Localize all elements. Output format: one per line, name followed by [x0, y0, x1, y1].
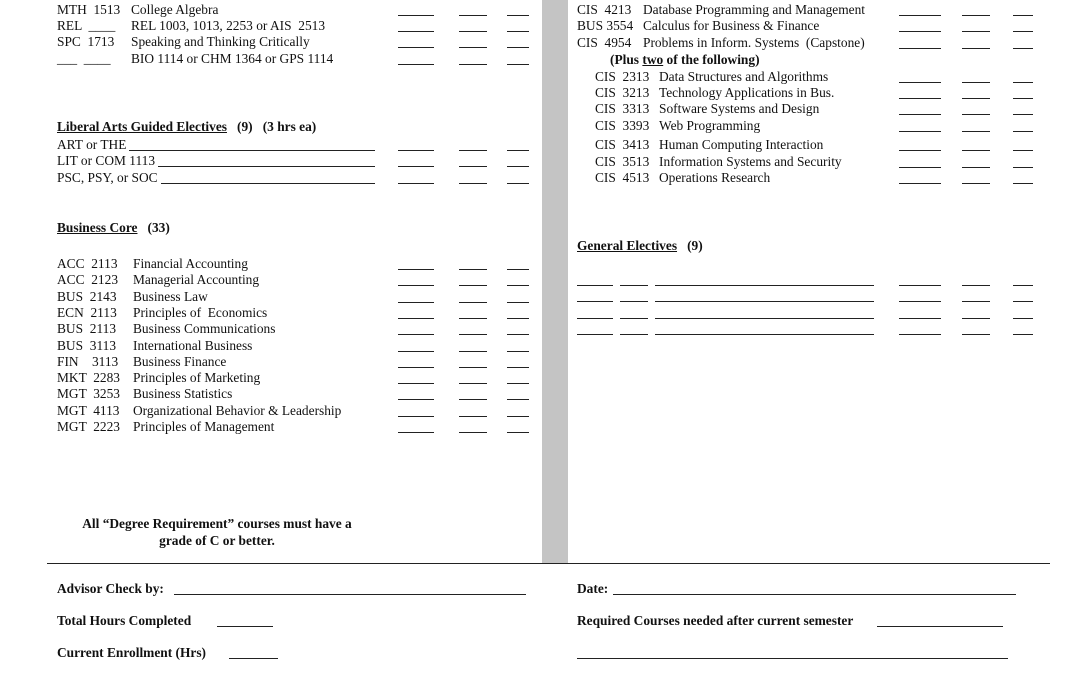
course-title: Calculus for Business & Finance	[643, 18, 820, 33]
course-title: Speaking and Thinking Critically	[131, 34, 310, 49]
date-label: Date:	[577, 581, 609, 596]
course-code: CIS 2313	[595, 69, 650, 84]
general-elective-field[interactable]	[577, 307, 613, 319]
hours-field[interactable]	[507, 307, 529, 319]
grade-note-line2: grade of C or better.	[159, 533, 275, 548]
liberal-arts-hours: (9)	[237, 119, 253, 134]
course-row	[577, 35, 865, 51]
semester-field[interactable]	[398, 405, 434, 417]
hours-field[interactable]	[507, 139, 529, 151]
semester-field[interactable]	[899, 37, 941, 49]
required-courses-label: Required Courses needed after current semester	[577, 613, 854, 628]
hours-field[interactable]	[1013, 290, 1033, 302]
semester-field[interactable]	[398, 258, 434, 270]
semester-field[interactable]	[899, 103, 941, 115]
hours-field[interactable]	[507, 53, 529, 65]
liberal-arts-note: (3 hrs ea)	[262, 119, 317, 134]
grade-field[interactable]	[459, 36, 487, 48]
grade-note-line1: All “Degree Requirement” courses must have a	[82, 516, 352, 531]
semester-field[interactable]	[398, 356, 434, 368]
semester-field[interactable]	[899, 87, 941, 99]
course-row	[577, 18, 819, 34]
hours-field[interactable]	[1013, 139, 1033, 151]
semester-field[interactable]	[899, 139, 941, 151]
course-title: Web Programming	[659, 118, 761, 133]
semester-field[interactable]	[398, 291, 434, 303]
course-title: Financial Accounting	[133, 256, 248, 271]
course-code: MTH 1513	[57, 2, 121, 17]
general-electives-hours: (9)	[687, 238, 703, 253]
hours-field[interactable]	[507, 258, 529, 270]
course-row	[57, 256, 248, 272]
grade-field[interactable]	[459, 388, 487, 400]
liberal-arts-course-field[interactable]	[161, 172, 375, 184]
date-field[interactable]	[613, 583, 1016, 595]
hours-field[interactable]	[507, 340, 529, 352]
course-title: Human Computing Interaction	[659, 137, 824, 152]
semester-field[interactable]	[899, 274, 941, 286]
course-row	[57, 338, 252, 354]
course-code: CIS 3313	[595, 101, 650, 116]
liberal-arts-item	[57, 137, 126, 153]
hours-field[interactable]	[507, 155, 529, 167]
liberal-arts-title: Liberal Arts Guided Electives	[57, 119, 227, 134]
grade-field[interactable]	[962, 172, 990, 184]
hours-field[interactable]	[507, 372, 529, 384]
grade-field[interactable]	[962, 120, 990, 132]
semester-field[interactable]	[899, 307, 941, 319]
semester-field[interactable]	[398, 372, 434, 384]
semester-field[interactable]	[899, 156, 941, 168]
general-elective-field[interactable]	[577, 274, 613, 286]
course-title: Principles of Management	[133, 419, 275, 434]
course-code: REL ____	[57, 18, 116, 33]
course-row	[57, 354, 226, 370]
grade-field[interactable]	[962, 71, 990, 83]
course-code: MGT 3253	[57, 386, 120, 402]
current-enrollment-label: Current Enrollment (Hrs)	[57, 645, 207, 660]
semester-field[interactable]	[398, 36, 434, 48]
hours-field[interactable]	[507, 274, 529, 286]
semester-field[interactable]	[398, 274, 434, 286]
grade-field[interactable]	[459, 258, 487, 270]
plus-pre: (Plus	[610, 52, 643, 67]
semester-field[interactable]	[398, 20, 434, 32]
semester-field[interactable]	[398, 323, 434, 335]
general-elective-field[interactable]	[655, 274, 874, 286]
grade-field[interactable]	[962, 156, 990, 168]
liberal-arts-item-label: PSC, PSY, or SOC	[57, 170, 158, 185]
grade-field[interactable]	[962, 139, 990, 151]
column-divider	[542, 0, 568, 563]
hours-field[interactable]	[507, 291, 529, 303]
liberal-arts-item	[57, 170, 158, 186]
hours-field[interactable]	[1013, 120, 1033, 132]
course-code: ACC 2113	[57, 256, 118, 271]
course-row	[57, 386, 232, 402]
grade-field[interactable]	[962, 323, 990, 335]
liberal-arts-course-field[interactable]	[129, 139, 375, 151]
semester-field[interactable]	[398, 155, 434, 167]
hours-field[interactable]	[507, 20, 529, 32]
semester-field[interactable]	[398, 388, 434, 400]
semester-field[interactable]	[398, 340, 434, 352]
grade-field[interactable]	[459, 291, 487, 303]
grade-requirement-note	[57, 515, 377, 549]
hours-field[interactable]	[507, 388, 529, 400]
general-elective-field[interactable]	[655, 290, 874, 302]
grade-field[interactable]	[962, 37, 990, 49]
general-elective-field[interactable]	[620, 274, 648, 286]
semester-field[interactable]	[899, 290, 941, 302]
semester-field[interactable]	[899, 120, 941, 132]
grade-field[interactable]	[459, 340, 487, 352]
plus-two: two	[642, 52, 664, 67]
hours-field[interactable]	[507, 323, 529, 335]
course-code: MGT 2223	[57, 419, 120, 434]
course-title: Principles of Economics	[133, 304, 268, 320]
general-elective-field[interactable]	[655, 323, 874, 335]
course-code: CIS 4954	[577, 35, 632, 50]
hours-field[interactable]	[1013, 323, 1033, 335]
business-core-heading	[57, 220, 170, 236]
semester-field[interactable]	[899, 4, 941, 16]
semester-field[interactable]	[398, 172, 434, 184]
course-row	[57, 403, 341, 419]
liberal-arts-course-field[interactable]	[158, 155, 375, 167]
hours-field[interactable]	[1013, 87, 1033, 99]
course-code: CIS 4513	[595, 170, 650, 185]
grade-field[interactable]	[962, 307, 990, 319]
course-row	[577, 2, 865, 18]
course-code: BUS 3113	[57, 337, 117, 353]
course-title: Managerial Accounting	[133, 272, 260, 288]
business-core-title: Business Core	[57, 220, 138, 235]
semester-field[interactable]	[899, 20, 941, 32]
liberal-arts-item-label: ART or THE	[57, 137, 127, 152]
course-code: BUS 3554	[577, 18, 634, 33]
course-row	[57, 370, 260, 386]
course-code: ECN 2113	[57, 304, 117, 320]
grade-field[interactable]	[962, 87, 990, 99]
grade-field[interactable]	[962, 20, 990, 32]
business-core-hours: (33)	[147, 220, 170, 235]
course-row	[57, 289, 208, 305]
semester-field[interactable]	[398, 139, 434, 151]
course-code: ACC 2123	[57, 272, 119, 288]
liberal-arts-item-label: LIT or COM 1113	[57, 153, 156, 168]
hours-field[interactable]	[507, 421, 529, 433]
course-title: Problems in Inform. Systems (Capstone)	[643, 35, 865, 50]
general-elective-field[interactable]	[655, 307, 874, 319]
grade-field[interactable]	[459, 53, 487, 65]
grade-field[interactable]	[962, 274, 990, 286]
course-row	[595, 118, 760, 134]
hours-field[interactable]	[1013, 172, 1033, 184]
advisor-check-field[interactable]	[174, 583, 526, 595]
grade-field[interactable]	[459, 307, 487, 319]
grade-field[interactable]	[459, 172, 487, 184]
required-courses-field[interactable]	[877, 615, 1003, 627]
course-title: Business Communications	[133, 321, 276, 337]
course-title: Technology Applications in Bus.	[659, 85, 835, 100]
course-row	[595, 170, 770, 186]
advisor-check-label: Advisor Check by:	[57, 581, 164, 596]
plus-post: of the following)	[663, 52, 760, 67]
general-electives-heading	[577, 238, 703, 254]
grade-field[interactable]	[962, 290, 990, 302]
course-row	[57, 321, 275, 337]
footer-rule	[47, 563, 1050, 564]
semester-field[interactable]	[398, 421, 434, 433]
liberal-arts-heading	[57, 119, 316, 135]
course-row	[57, 51, 333, 67]
course-title: Information Systems and Security	[659, 154, 842, 169]
hours-field[interactable]	[1013, 103, 1033, 115]
course-title: Organizational Behavior & Leadership	[133, 402, 342, 418]
hours-field[interactable]	[1013, 274, 1033, 286]
course-title: Business Law	[133, 288, 208, 304]
course-title: College Algebra	[131, 2, 219, 17]
course-code: MKT 2283	[57, 370, 120, 386]
grade-field[interactable]	[459, 20, 487, 32]
hours-field[interactable]	[507, 356, 529, 368]
course-row	[57, 18, 325, 34]
course-row	[57, 305, 267, 321]
course-row	[595, 69, 828, 85]
course-row	[595, 154, 842, 170]
course-title: Software Systems and Design	[659, 101, 820, 116]
hours-field[interactable]	[1013, 307, 1033, 319]
course-code: ___ ____	[57, 51, 111, 66]
hours-field[interactable]	[1013, 4, 1033, 16]
course-row	[57, 272, 259, 288]
course-title: Data Structures and Algorithms	[659, 69, 829, 84]
general-elective-field[interactable]	[620, 290, 648, 302]
general-elective-field[interactable]	[620, 323, 648, 335]
grade-field[interactable]	[459, 139, 487, 151]
course-title: Business Statistics	[133, 386, 233, 402]
semester-field[interactable]	[899, 323, 941, 335]
course-title: Database Programming and Management	[643, 2, 865, 17]
hours-field[interactable]	[1013, 20, 1033, 32]
hours-field[interactable]	[1013, 37, 1033, 49]
grade-field[interactable]	[459, 405, 487, 417]
semester-field[interactable]	[899, 71, 941, 83]
semester-field[interactable]	[398, 4, 434, 16]
course-title: REL 1003, 1013, 2253 or AIS 2513	[131, 18, 326, 33]
grade-field[interactable]	[459, 274, 487, 286]
grade-field[interactable]	[459, 356, 487, 368]
hours-field[interactable]	[507, 4, 529, 16]
course-code: BUS 2113	[57, 321, 117, 337]
grade-field[interactable]	[459, 323, 487, 335]
course-code: CIS 3513	[595, 154, 650, 169]
general-elective-field[interactable]	[577, 323, 613, 335]
grade-field[interactable]	[962, 4, 990, 16]
course-code: BUS 2143	[57, 288, 117, 304]
semester-field[interactable]	[398, 53, 434, 65]
course-code: CIS 3413	[595, 137, 650, 152]
hours-field[interactable]	[507, 405, 529, 417]
general-elective-field[interactable]	[620, 307, 648, 319]
course-row	[595, 137, 823, 153]
course-title: BIO 1114 or CHM 1364 or GPS 1114	[131, 51, 334, 66]
general-elective-field[interactable]	[577, 290, 613, 302]
course-title: International Business	[133, 337, 253, 353]
grade-field[interactable]	[459, 4, 487, 16]
grade-field[interactable]	[459, 155, 487, 167]
course-title: Operations Research	[659, 170, 771, 185]
course-row	[57, 34, 310, 50]
course-row	[595, 101, 819, 117]
course-title: Principles of Marketing	[133, 370, 261, 386]
hours-field[interactable]	[507, 36, 529, 48]
course-title: Business Finance	[133, 353, 227, 369]
semester-field[interactable]	[899, 172, 941, 184]
grade-field[interactable]	[459, 421, 487, 433]
course-code: SPC 1713	[57, 34, 115, 49]
general-electives-title: General Electives	[577, 238, 678, 253]
total-hours-field[interactable]	[217, 615, 273, 627]
course-code: CIS 4213	[577, 2, 632, 17]
liberal-arts-item	[57, 153, 155, 169]
course-code: MGT 4113	[57, 402, 120, 418]
course-row	[57, 419, 274, 435]
hours-field[interactable]	[507, 172, 529, 184]
course-row	[57, 2, 218, 18]
plus-two-heading	[610, 52, 760, 68]
current-enrollment-field[interactable]	[229, 647, 278, 659]
grade-field[interactable]	[459, 372, 487, 384]
hours-field[interactable]	[1013, 71, 1033, 83]
hours-field[interactable]	[1013, 156, 1033, 168]
course-code: CIS 3393	[595, 118, 650, 133]
course-code: FIN 3113	[57, 353, 119, 369]
course-code: CIS 3213	[595, 85, 650, 100]
grade-field[interactable]	[962, 103, 990, 115]
required-courses-field-2[interactable]	[577, 647, 1008, 659]
course-row	[595, 85, 834, 101]
semester-field[interactable]	[398, 307, 434, 319]
total-hours-label: Total Hours Completed	[57, 613, 192, 628]
